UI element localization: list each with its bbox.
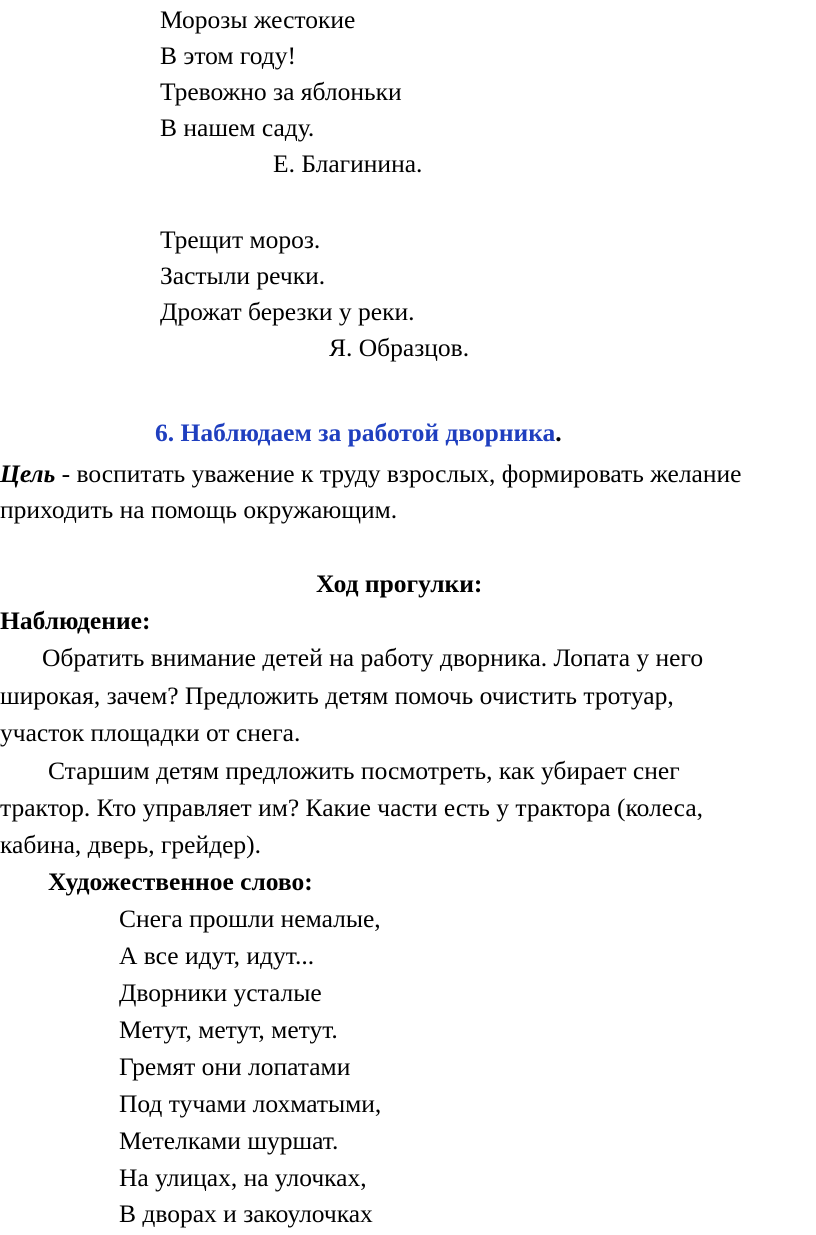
paragraph-line: Обратить внимание детей на работу дворника. Лопата у него: [42, 643, 704, 672]
poem3-line: Метелками шуршат.: [119, 1126, 339, 1155]
poem3-line: Дворники усталые: [119, 978, 322, 1007]
section-heading: [155, 415, 562, 451]
poem3-line: В дворах и закоулочках: [119, 1199, 373, 1228]
observation-label: Наблюдение:: [0, 606, 151, 635]
art-label: Художественное слово:: [48, 867, 313, 896]
poem3-line: Гремят они лопатами: [119, 1052, 351, 1081]
poem2-line: Дрожат березки у реки.: [160, 297, 415, 326]
heading-number: 6.: [155, 418, 181, 447]
paragraph-line: Старшим детям предложить посмотреть, как убирает снег: [48, 756, 680, 785]
poem1-line: В этом году!: [160, 41, 296, 70]
heading-text: Наблюдаем за работой дворника: [180, 418, 556, 447]
poem2-author: Я. Образцов.: [329, 333, 470, 362]
goal-text: - воспитать уважение к труду взрослых, формировать желание: [55, 459, 742, 488]
paragraph-line: трактор. Кто управляет им? Какие части есть у трактора (колеса,: [0, 793, 704, 822]
poem3-line: Под тучами лохматыми,: [119, 1089, 382, 1118]
poem1-line: Морозы жестокие: [160, 5, 356, 34]
goal-line: [0, 456, 741, 492]
goal-label: Цель: [0, 459, 56, 488]
paragraph-line: широкая, зачем? Предложить детям помочь очистить тротуар,: [0, 681, 674, 710]
poem1-author: Е. Благинина.: [273, 149, 423, 178]
paragraph-line: участок площадки от снега.: [0, 718, 301, 747]
poem2-line: Трещит мороз.: [160, 225, 321, 254]
poem3-line: На улицах, на улочках,: [119, 1163, 367, 1192]
poem2-line: Застыли речки.: [160, 261, 326, 290]
poem3-line: А все идут, идут...: [119, 941, 315, 970]
heading-period: .: [555, 418, 562, 447]
poem3-line: Снега прошли немалые,: [119, 904, 381, 933]
poem3-line: Метут, метут, метут.: [119, 1015, 338, 1044]
walk-title: Ход прогулки:: [316, 569, 483, 598]
paragraph-line: кабина, дверь, грейдер).: [0, 830, 262, 859]
poem1-line: В нашем саду.: [160, 113, 315, 142]
poem1-line: Тревожно за яблоньки: [160, 77, 402, 106]
goal-line-2: приходить на помощь окружающим.: [0, 495, 398, 524]
